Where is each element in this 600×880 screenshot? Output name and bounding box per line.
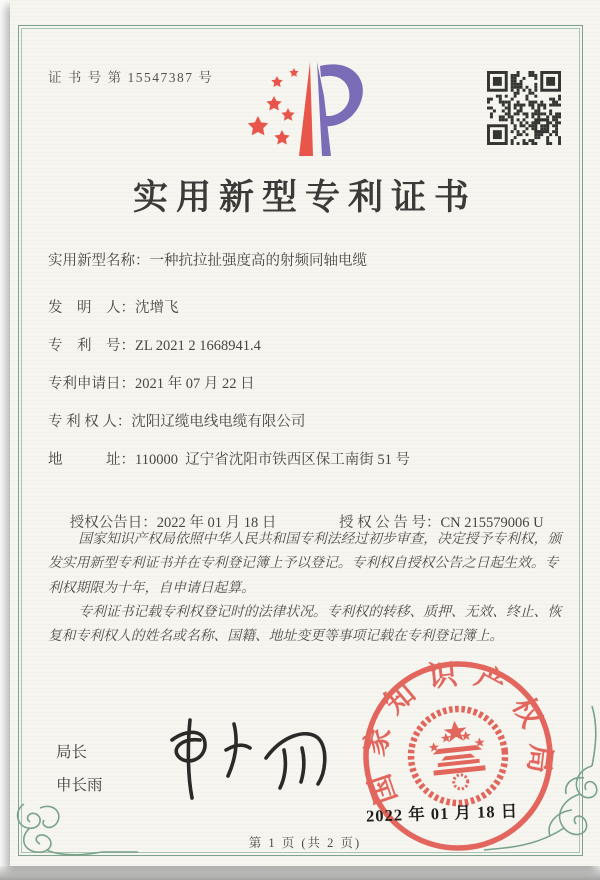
field-value: 一种抗拉扯强度高的射频同轴电缆 [149,253,367,269]
signer-name: 申长雨 [56,777,103,794]
grant-date-value: 2022 年 01 月 18 日 [156,515,277,531]
field-label: 专 利 权 人： [48,414,132,430]
certificate-title: 实用新型专利证书 [132,178,477,217]
signature-graphic [148,706,348,810]
field-label: 专 利 号： [48,338,135,354]
field-value: 沈增飞 [135,300,179,316]
field-row-inventor [48,299,574,318]
grant-date-label: 授权公告日： [69,515,157,531]
field-label: 专利申请日： [48,376,135,392]
legal-paragraph-2: 专利证书记载专利权登记时的法律状况。专利权的转移、质押、无效、终止、恢复和专利权人的姓名或名称、国籍、地址变更等事项记载在专利登记簿上。 [48,603,562,644]
legal-paragraph-1: 国家知识产权局依照中华人民共和国专利法经过初步审查，决定授予专利权，颁发实用新型专利证书并在专利登记簿上予以登记。专利权自授权公告之日起生效。专利权期限为十年，自申请日起算。 [48,531,562,595]
corner-ornament-icon [10,792,140,862]
field-row-filing-date [48,375,574,394]
field-row-patent-number [48,337,574,356]
field-list [48,252,574,489]
corner-ornament-icon [480,700,600,860]
field-row-invention-name [48,252,574,271]
seal-date: 2022 年 01 月 18 日 [365,801,519,826]
field-value: 2021 年 07 月 22 日 [135,376,255,392]
qr-code [487,71,561,145]
field-value: ZL 2021 2 1668941.4 [135,338,261,354]
field-row-address [48,451,574,470]
seal-text: 国家知识产权局 [358,657,557,808]
field-value: 沈阳辽缆电线电缆有限公司 [131,414,306,430]
field-row-patentee [48,413,574,432]
certificate-paper [10,0,600,866]
field-label: 实用新型名称： [48,253,150,269]
certificate-number: 证 书 号 第 15547387 号 [48,70,214,85]
field-value: 110000 辽宁省沈阳市铁西区保工南街 51 号 [135,452,410,468]
field-label: 地 址： [48,452,135,468]
grant-number-label: 授 权 公 告 号： [339,515,441,531]
page-footer: 第 1 页 (共 2 页) [248,836,362,850]
cnipa-logo-icon [238,56,374,164]
field-label: 发 明 人： [48,300,135,316]
grant-number-value: CN 215579006 U [440,515,544,531]
signer-title: 局长 [56,744,88,761]
legal-text [48,527,568,648]
